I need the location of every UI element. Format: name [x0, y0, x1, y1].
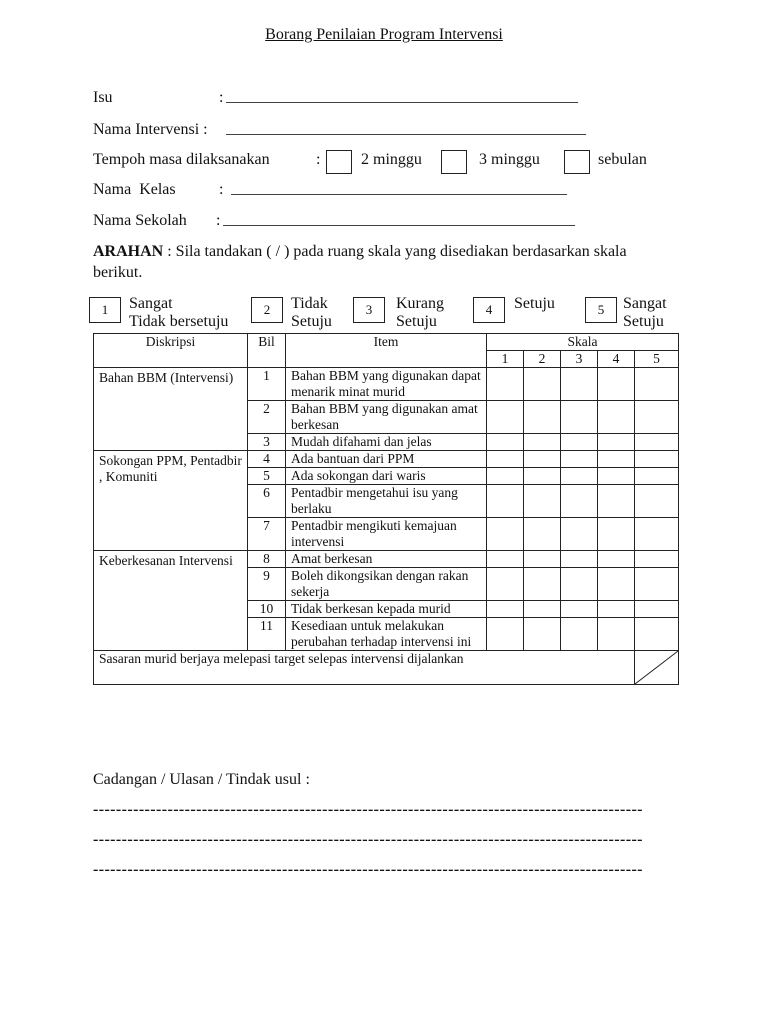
form-title: Borang Penilaian Program Intervensi [265, 26, 503, 43]
rating-cell-1-4[interactable] [598, 368, 635, 401]
header-skala: Skala [487, 334, 679, 351]
bil-cell: 4 [248, 451, 286, 468]
rating-cell-11-3[interactable] [561, 618, 598, 651]
rating-cell-4-2[interactable] [524, 451, 561, 468]
rating-cell-8-5[interactable] [635, 551, 679, 568]
nama-sekolah-label: Nama Sekolah [93, 212, 187, 229]
rating-cell-10-5[interactable] [635, 601, 679, 618]
rating-cell-3-3[interactable] [561, 434, 598, 451]
diskripsi-cell: Keberkesanan Intervensi [94, 551, 248, 651]
item-cell: Ada bantuan dari PPM [286, 451, 487, 468]
rating-cell-5-1[interactable] [487, 468, 524, 485]
rating-cell-10-4[interactable] [598, 601, 635, 618]
rating-cell-9-4[interactable] [598, 568, 635, 601]
rating-table [93, 333, 679, 685]
item-cell: Mudah difahami dan jelas [286, 434, 487, 451]
nama-sekolah-field[interactable]: ____________________________________________ [223, 211, 575, 228]
rating-cell-7-5[interactable] [635, 518, 679, 551]
rating-cell-8-2[interactable] [524, 551, 561, 568]
comment-line-3[interactable]: ------------------------------------------------------------------------------------------------ [93, 861, 643, 878]
rating-cell-2-2[interactable] [524, 401, 561, 434]
item-cell: Bahan BBM yang digunakan dapat menarik minat murid [286, 368, 487, 401]
rating-cell-1-1[interactable] [487, 368, 524, 401]
rating-cell-8-4[interactable] [598, 551, 635, 568]
rating-cell-4-1[interactable] [487, 451, 524, 468]
option-3-minggu-label: 3 minggu [479, 151, 540, 168]
item-cell: Tidak berkesan kepada murid [286, 601, 487, 618]
scale-legend-box-4: 4 [473, 297, 505, 323]
table-row [94, 451, 679, 468]
rating-cell-3-1[interactable] [487, 434, 524, 451]
rating-cell-4-5[interactable] [635, 451, 679, 468]
nama-kelas-field[interactable]: __________________________________________ [231, 180, 567, 197]
scale-legend-box-1: 1 [89, 297, 121, 323]
rating-cell-7-4[interactable] [598, 518, 635, 551]
header-diskripsi: Diskripsi [94, 334, 248, 368]
scale-legend-box-5: 5 [585, 297, 617, 323]
scale-legend-label-2: Tidak Setuju [291, 295, 332, 330]
bil-cell: 8 [248, 551, 286, 568]
bil-cell: 7 [248, 518, 286, 551]
rating-cell-9-2[interactable] [524, 568, 561, 601]
scale-legend-label-4: Setuju [514, 295, 555, 312]
rating-cell-6-5[interactable] [635, 485, 679, 518]
header-scale-2: 2 [524, 351, 561, 368]
rating-cell-11-1[interactable] [487, 618, 524, 651]
rating-cell-10-2[interactable] [524, 601, 561, 618]
comment-line-2[interactable]: ------------------------------------------------------------------------------------------------ [93, 831, 643, 848]
table-row [94, 551, 679, 568]
diskripsi-cell: Sokongan PPM, Pentadbir , Komuniti [94, 451, 248, 551]
rating-cell-7-3[interactable] [561, 518, 598, 551]
header-scale-3: 3 [561, 351, 598, 368]
bil-cell: 3 [248, 434, 286, 451]
table-row [94, 651, 679, 685]
rating-cell-3-5[interactable] [635, 434, 679, 451]
rating-cell-5-4[interactable] [598, 468, 635, 485]
rating-cell-2-3[interactable] [561, 401, 598, 434]
item-cell: Boleh dikongsikan dengan rakan sekerja [286, 568, 487, 601]
checkbox-2-minggu[interactable] [326, 150, 352, 174]
rating-cell-10-1[interactable] [487, 601, 524, 618]
isu-label: Isu [93, 89, 113, 106]
rating-cell-1-5[interactable] [635, 368, 679, 401]
nama-kelas-colon: : [219, 181, 224, 198]
diagonal-slash-icon [635, 651, 678, 684]
rating-cell-11-4[interactable] [598, 618, 635, 651]
rating-cell-4-4[interactable] [598, 451, 635, 468]
rating-cell-9-1[interactable] [487, 568, 524, 601]
header-item: Item [286, 334, 487, 368]
item-cell: Kesediaan untuk melakukan perubahan terhadap intervensi ini [286, 618, 487, 651]
comment-line-1[interactable]: ------------------------------------------------------------------------------------------------ [93, 801, 643, 818]
scale-legend-box-3: 3 [353, 297, 385, 323]
checkbox-sebulan[interactable] [564, 150, 590, 174]
scale-legend-box-2: 2 [251, 297, 283, 323]
item-cell: Pentadbir mengikuti kemajuan intervensi [286, 518, 487, 551]
rating-cell-6-4[interactable] [598, 485, 635, 518]
isu-colon: : [219, 89, 224, 106]
checkbox-3-minggu[interactable] [441, 150, 467, 174]
tempoh-label: Tempoh masa dilaksanakan [93, 151, 270, 168]
rating-cell-9-3[interactable] [561, 568, 598, 601]
diskripsi-cell: Bahan BBM (Intervensi) [94, 368, 248, 451]
rating-cell-3-2[interactable] [524, 434, 561, 451]
rating-cell-11-5[interactable] [635, 618, 679, 651]
scale-legend-label-5: Sangat Setuju [623, 295, 667, 330]
bil-cell: 2 [248, 401, 286, 434]
rating-cell-8-1[interactable] [487, 551, 524, 568]
instructions [93, 241, 673, 283]
rating-cell-3-4[interactable] [598, 434, 635, 451]
option-sebulan-label: sebulan [598, 151, 647, 168]
rating-cell-10-3[interactable] [561, 601, 598, 618]
isu-field[interactable]: ____________________________________________ [226, 88, 578, 105]
rating-cell-5-2[interactable] [524, 468, 561, 485]
header-bil: Bil [248, 334, 286, 368]
rating-cell-6-2[interactable] [524, 485, 561, 518]
header-scale-5: 5 [635, 351, 679, 368]
rating-cell-2-5[interactable] [635, 401, 679, 434]
nama-intervensi-field[interactable]: _____________________________________________ [226, 120, 586, 137]
scale-legend-label-1: Sangat Tidak bersetuju [129, 295, 229, 330]
rating-cell-1-3[interactable] [561, 368, 598, 401]
nama-sekolah-colon: : [216, 212, 221, 229]
rating-cell-7-2[interactable] [524, 518, 561, 551]
rating-cell-6-3[interactable] [561, 485, 598, 518]
bil-cell: 1 [248, 368, 286, 401]
bil-cell: 5 [248, 468, 286, 485]
final-statement-cell: Sasaran murid berjaya melepasi target selepas intervensi dijalankan [94, 651, 635, 685]
header-scale-1: 1 [487, 351, 524, 368]
rating-cell-5-5[interactable] [635, 468, 679, 485]
bil-cell: 6 [248, 485, 286, 518]
rating-cell-2-1[interactable] [487, 401, 524, 434]
instructions-heading: ARAHAN [93, 243, 164, 260]
rating-cell-8-3[interactable] [561, 551, 598, 568]
item-cell: Pentadbir mengetahui isu yang berlaku [286, 485, 487, 518]
bil-cell: 9 [248, 568, 286, 601]
nama-kelas-label: Nama Kelas [93, 181, 176, 198]
rating-cell-7-1[interactable] [487, 518, 524, 551]
rating-cell-9-5[interactable] [635, 568, 679, 601]
item-cell: Ada sokongan dari waris [286, 468, 487, 485]
option-2-minggu-label: 2 minggu [361, 151, 422, 168]
nama-intervensi-label: Nama Intervensi : [93, 121, 208, 138]
rating-cell-4-3[interactable] [561, 451, 598, 468]
header-scale-4: 4 [598, 351, 635, 368]
rating-cell-11-2[interactable] [524, 618, 561, 651]
item-cell: Amat berkesan [286, 551, 487, 568]
bil-cell: 10 [248, 601, 286, 618]
rating-cell-6-1[interactable] [487, 485, 524, 518]
instructions-text: : Sila tandakan ( / ) pada ruang skala yang disediakan berdasarkan skala berikut. [93, 243, 627, 281]
diagonal-slash-cell[interactable] [635, 651, 679, 685]
scale-legend-label-3: Kurang Setuju [396, 295, 444, 330]
table-row [94, 368, 679, 401]
rating-cell-1-2[interactable] [524, 368, 561, 401]
item-cell: Bahan BBM yang digunakan amat berkesan [286, 401, 487, 434]
tempoh-colon: : [316, 151, 321, 168]
cadangan-label: Cadangan / Ulasan / Tindak usul : [93, 771, 310, 788]
rating-cell-2-4[interactable] [598, 401, 635, 434]
rating-cell-5-3[interactable] [561, 468, 598, 485]
bil-cell: 11 [248, 618, 286, 651]
